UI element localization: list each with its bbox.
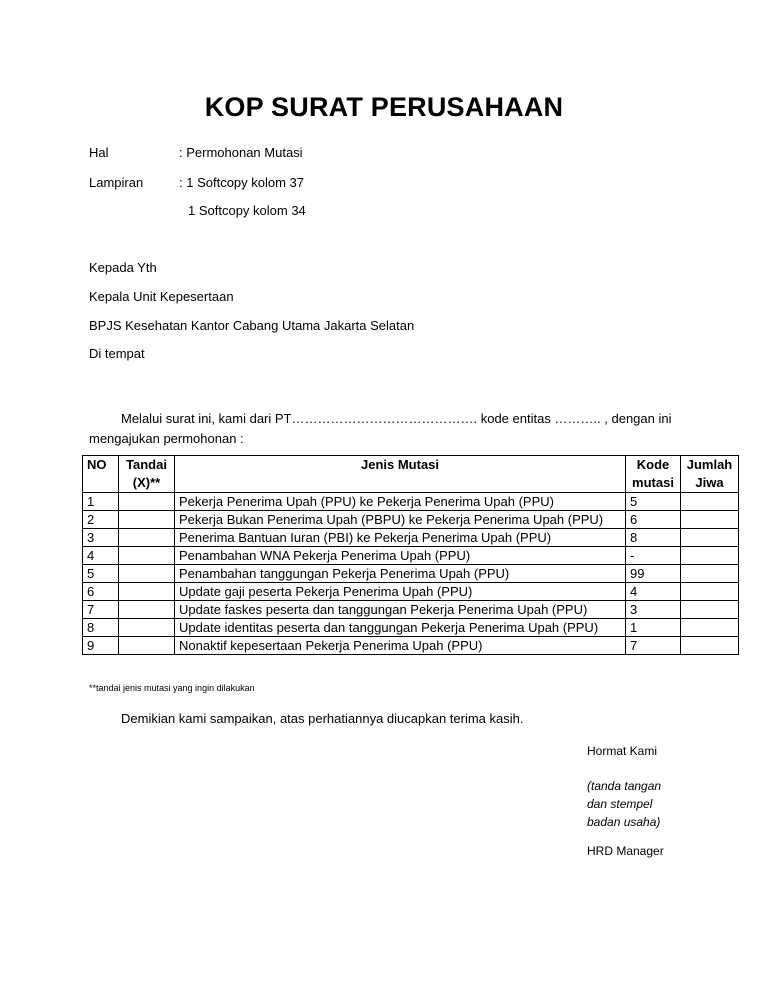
header-tandai: Tandai (X)** <box>119 456 175 493</box>
table-row <box>83 583 739 601</box>
footnote: **tandai jenis mutasi yang ingin dilakukan <box>89 683 255 693</box>
table-row <box>83 601 739 619</box>
row-tandai-cell[interactable] <box>119 583 175 601</box>
row-jenis-mutasi: Update faskes peserta dan tanggungan Pekerja Penerima Upah (PPU) <box>175 601 626 619</box>
recipient-line-2: Kepala Unit Kepesertaan <box>89 289 234 304</box>
subject-value: : Permohonan Mutasi <box>179 145 303 160</box>
letterhead-title: KOP SURAT PERUSAHAAN <box>204 92 564 122</box>
row-jumlah-jiwa-cell[interactable] <box>681 547 739 565</box>
row-tandai-cell[interactable] <box>119 601 175 619</box>
signature-greeting: Hormat Kami <box>587 744 658 758</box>
row-tandai-cell[interactable] <box>119 565 175 583</box>
table-row <box>83 619 739 637</box>
header-jenis-mutasi: Jenis Mutasi <box>175 456 626 493</box>
row-tandai-cell[interactable] <box>119 493 175 511</box>
row-jenis-mutasi: Penambahan tanggungan Pekerja Penerima Upah (PPU) <box>175 565 626 583</box>
row-jenis-mutasi: Nonaktif kepesertaan Pekerja Penerima Upah (PPU) <box>175 637 626 655</box>
attachment-value-2: 1 Softcopy kolom 34 <box>188 203 306 218</box>
row-jumlah-jiwa-cell[interactable] <box>681 637 739 655</box>
row-no: 4 <box>83 547 119 565</box>
mutation-table <box>82 455 739 655</box>
row-kode-mutasi: 7 <box>626 637 681 655</box>
row-no: 8 <box>83 619 119 637</box>
row-kode-mutasi: 4 <box>626 583 681 601</box>
row-tandai-cell[interactable] <box>119 529 175 547</box>
signature-stamp-line-1: (tanda tangan <box>587 779 662 793</box>
recipient-line-3: BPJS Kesehatan Kantor Cabang Utama Jakarta Selatan <box>89 318 415 333</box>
row-kode-mutasi: 99 <box>626 565 681 583</box>
intro-line-1: Melalui surat ini, kami dari PT……………………………………. kode entitas ……….. , dengan ini <box>121 411 672 426</box>
row-kode-mutasi: 3 <box>626 601 681 619</box>
attachment-label: Lampiran <box>89 175 144 190</box>
subject-line <box>89 145 303 160</box>
row-jumlah-jiwa-cell[interactable] <box>681 511 739 529</box>
row-jumlah-jiwa-cell[interactable] <box>681 583 739 601</box>
attachment-line <box>89 175 304 190</box>
row-no: 9 <box>83 637 119 655</box>
row-kode-mutasi: 1 <box>626 619 681 637</box>
row-jenis-mutasi: Update gaji peserta Pekerja Penerima Upah (PPU) <box>175 583 626 601</box>
table-row <box>83 529 739 547</box>
header-jumlah-jiwa: Jumlah Jiwa <box>681 456 739 493</box>
table-row <box>83 565 739 583</box>
intro-paragraph <box>89 409 689 449</box>
table-row <box>83 637 739 655</box>
row-jenis-mutasi: Update identitas peserta dan tanggungan Pekerja Penerima Upah (PPU) <box>175 619 626 637</box>
recipient-line-1: Kepada Yth <box>89 260 157 275</box>
row-tandai-cell[interactable] <box>119 637 175 655</box>
row-jumlah-jiwa-cell[interactable] <box>681 619 739 637</box>
row-jenis-mutasi: Pekerja Bukan Penerima Upah (PBPU) ke Pekerja Penerima Upah (PPU) <box>175 511 626 529</box>
row-no: 6 <box>83 583 119 601</box>
signature-stamp-line-2: dan stempel <box>587 797 653 811</box>
signature-stamp-line-3: badan usaha) <box>587 815 661 829</box>
row-tandai-cell[interactable] <box>119 619 175 637</box>
row-kode-mutasi: - <box>626 547 681 565</box>
table-row <box>83 547 739 565</box>
row-tandai-cell[interactable] <box>119 511 175 529</box>
row-jumlah-jiwa-cell[interactable] <box>681 601 739 619</box>
row-no: 1 <box>83 493 119 511</box>
row-no: 7 <box>83 601 119 619</box>
subject-label: Hal <box>89 145 109 160</box>
row-no: 3 <box>83 529 119 547</box>
recipient-line-4: Di tempat <box>89 346 145 361</box>
intro-line-2: mengajukan permohonan : <box>89 431 244 446</box>
header-kode-mutasi: Kode mutasi <box>626 456 681 493</box>
row-jenis-mutasi: Penambahan WNA Pekerja Penerima Upah (PPU) <box>175 547 626 565</box>
row-jumlah-jiwa-cell[interactable] <box>681 565 739 583</box>
row-jumlah-jiwa-cell[interactable] <box>681 529 739 547</box>
row-kode-mutasi: 8 <box>626 529 681 547</box>
attachment-value-1: : 1 Softcopy kolom 37 <box>179 175 305 190</box>
signature-role: HRD Manager <box>587 844 664 858</box>
row-jumlah-jiwa-cell[interactable] <box>681 493 739 511</box>
closing-sentence: Demikian kami sampaikan, atas perhatiannya diucapkan terima kasih. <box>121 711 524 726</box>
table-row <box>83 511 739 529</box>
row-kode-mutasi: 5 <box>626 493 681 511</box>
header-no: NO <box>83 456 119 493</box>
signature-stamp-block <box>587 777 661 831</box>
table-row <box>83 493 739 511</box>
table-header-row <box>83 456 739 493</box>
row-no: 2 <box>83 511 119 529</box>
row-jenis-mutasi: Penerima Bantuan Iuran (PBI) ke Pekerja Penerima Upah (PPU) <box>175 529 626 547</box>
row-tandai-cell[interactable] <box>119 547 175 565</box>
row-kode-mutasi: 6 <box>626 511 681 529</box>
row-no: 5 <box>83 565 119 583</box>
row-jenis-mutasi: Pekerja Penerima Upah (PPU) ke Pekerja Penerima Upah (PPU) <box>175 493 626 511</box>
